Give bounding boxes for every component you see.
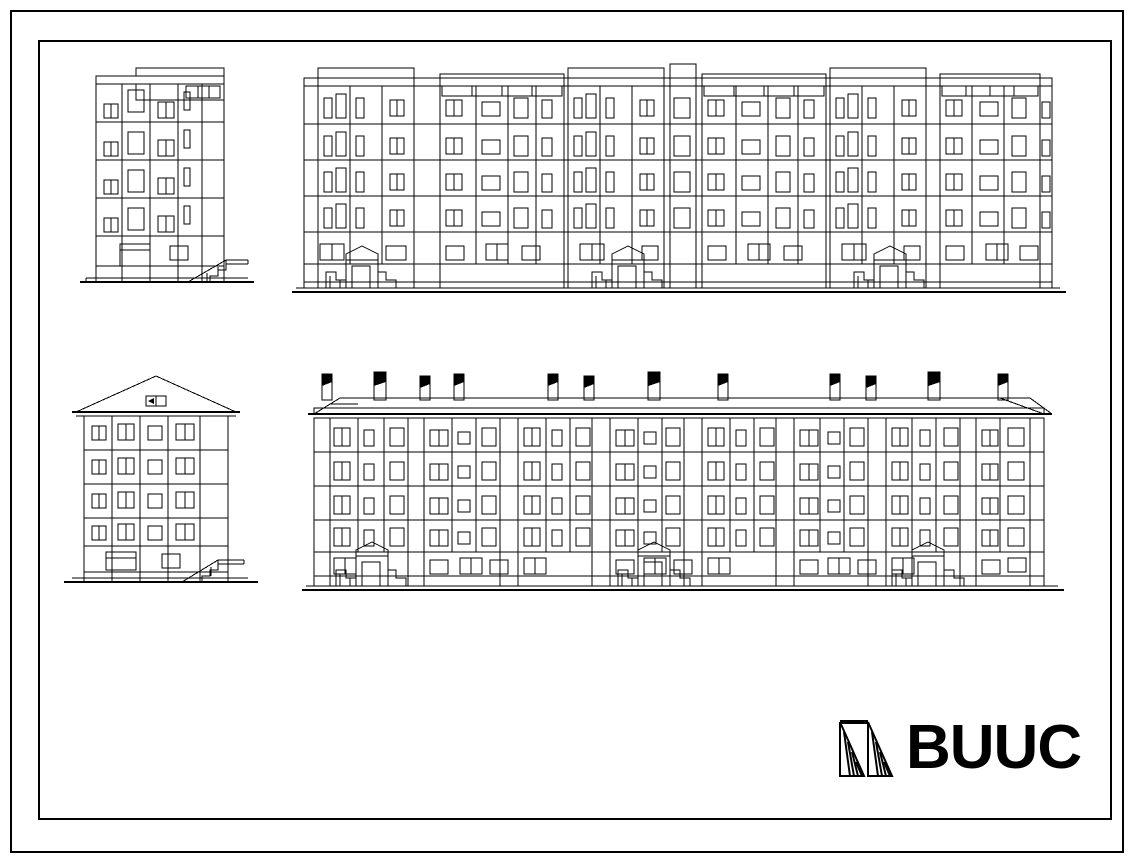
drawing-main-front-elevation xyxy=(290,58,1070,308)
hatched-triangles-logo-mark xyxy=(838,718,908,780)
logo-text: BUUC xyxy=(906,713,1082,782)
drawing-side-elevation-pitched-roof xyxy=(62,360,262,600)
drawing-side-elevation-flat-parapet xyxy=(78,60,258,300)
drawing-main-rear-elevation xyxy=(300,352,1070,602)
logo-block xyxy=(838,713,1082,790)
